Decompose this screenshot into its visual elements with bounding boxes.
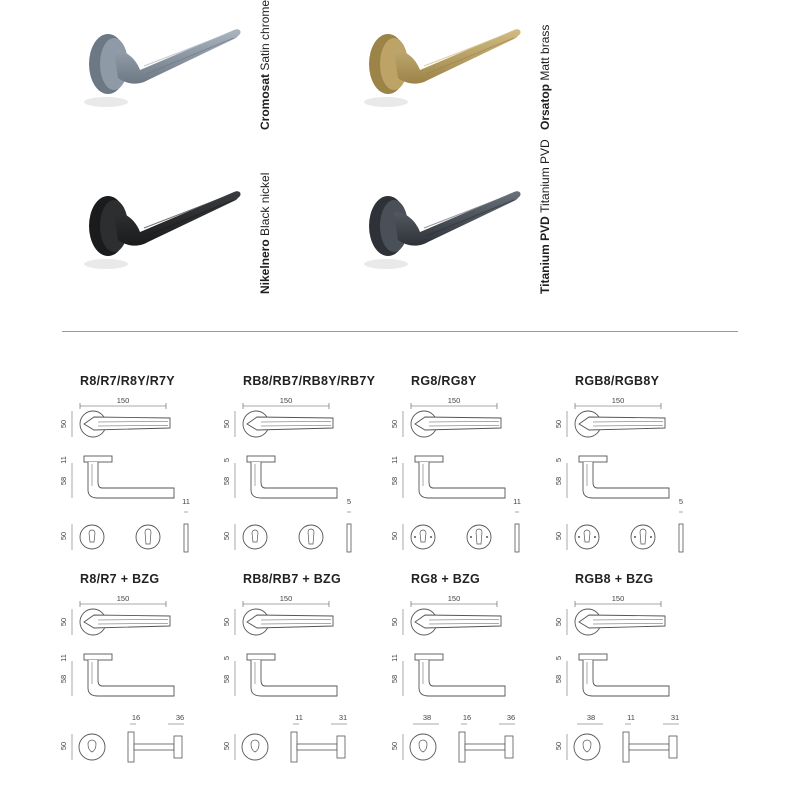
svg-text:5: 5: [678, 497, 684, 506]
svg-text:36: 36: [175, 713, 185, 722]
svg-text:50: 50: [390, 617, 399, 627]
svg-text:58: 58: [222, 674, 231, 684]
model-title: RG8 + BZG: [411, 572, 481, 586]
finish-description: Satin chrome: [258, 0, 272, 71]
finish-name: Orsatop: [538, 83, 552, 130]
svg-text:58: 58: [554, 476, 563, 486]
svg-text:50: 50: [222, 617, 231, 627]
svg-text:16: 16: [131, 713, 141, 722]
svg-text:50: 50: [59, 531, 68, 541]
svg-text:50: 50: [390, 741, 399, 751]
svg-text:150: 150: [611, 396, 625, 405]
svg-text:11: 11: [59, 654, 68, 662]
svg-text:38: 38: [586, 713, 596, 722]
svg-text:58: 58: [390, 476, 399, 486]
model-title: RGB8/RGB8Y: [575, 374, 660, 388]
svg-text:11: 11: [295, 713, 303, 722]
svg-text:150: 150: [116, 594, 130, 603]
model-title: RB8/RB7 + BZG: [243, 572, 342, 586]
technical-drawing: [221, 392, 391, 572]
finish-cromosat: [78, 0, 338, 160]
svg-text:5: 5: [554, 457, 563, 463]
svg-text:58: 58: [59, 674, 68, 684]
svg-text:11: 11: [627, 713, 635, 722]
finish-name: Cromosat: [258, 73, 272, 130]
handle-image-titanium-pvd: [358, 182, 538, 302]
svg-text:50: 50: [59, 617, 68, 627]
svg-text:150: 150: [279, 396, 293, 405]
svg-text:16: 16: [462, 713, 472, 722]
model-title: RG8/RG8Y: [411, 374, 477, 388]
svg-text:50: 50: [222, 531, 231, 541]
handle-image-satin-chrome: [78, 20, 258, 140]
finish-name: Titanium PVD: [538, 216, 552, 294]
svg-text:150: 150: [116, 396, 130, 405]
svg-text:31: 31: [670, 713, 680, 722]
svg-text:50: 50: [554, 419, 563, 429]
model-title: RGB8 + BZG: [575, 572, 654, 586]
svg-text:50: 50: [222, 419, 231, 429]
technical-drawing: [221, 590, 391, 790]
finish-description: Titanium PVD: [538, 139, 552, 213]
model-title: R8/R7 + BZG: [80, 572, 160, 586]
svg-text:58: 58: [554, 674, 563, 684]
svg-text:50: 50: [554, 617, 563, 627]
svg-text:38: 38: [422, 713, 432, 722]
svg-text:50: 50: [59, 419, 68, 429]
svg-text:11: 11: [513, 497, 521, 506]
svg-text:11: 11: [182, 497, 190, 506]
svg-text:58: 58: [59, 476, 68, 486]
svg-text:50: 50: [390, 419, 399, 429]
svg-text:50: 50: [59, 741, 68, 751]
technical-drawing: [553, 590, 723, 790]
handle-image-matt-brass: [358, 20, 538, 140]
svg-text:150: 150: [611, 594, 625, 603]
finish-titanium-pvd: [358, 139, 618, 322]
svg-text:150: 150: [447, 594, 461, 603]
technical-drawing: [58, 392, 228, 572]
technical-drawing: [389, 392, 559, 572]
svg-text:5: 5: [346, 497, 352, 506]
technical-drawing: [389, 590, 559, 790]
svg-text:58: 58: [222, 476, 231, 486]
svg-text:50: 50: [554, 531, 563, 541]
finish-orsatop: [358, 20, 618, 160]
finish-description: Black nickel: [258, 172, 272, 236]
svg-text:11: 11: [390, 456, 399, 464]
handle-image-black-nickel: [78, 182, 258, 302]
finish-description: Matt brass: [538, 24, 552, 81]
finish-name: Nikelnero: [258, 239, 272, 294]
svg-text:50: 50: [554, 741, 563, 751]
svg-text:150: 150: [279, 594, 293, 603]
svg-text:5: 5: [554, 655, 563, 661]
svg-text:50: 50: [222, 741, 231, 751]
svg-text:150: 150: [447, 396, 461, 405]
model-title: RB8/RB7/RB8Y/RB7Y: [243, 374, 376, 388]
model-title: R8/R7/R8Y/R7Y: [80, 374, 175, 388]
svg-text:50: 50: [390, 531, 399, 541]
svg-text:5: 5: [222, 457, 231, 463]
section-divider: [62, 331, 738, 332]
svg-text:11: 11: [390, 654, 399, 662]
technical-drawing: [553, 392, 723, 572]
svg-text:58: 58: [390, 674, 399, 684]
svg-text:11: 11: [59, 456, 68, 464]
finish-nikelnero: [78, 172, 338, 322]
svg-text:36: 36: [506, 713, 516, 722]
svg-text:31: 31: [338, 713, 348, 722]
svg-text:5: 5: [222, 655, 231, 661]
technical-drawing: [58, 590, 228, 790]
